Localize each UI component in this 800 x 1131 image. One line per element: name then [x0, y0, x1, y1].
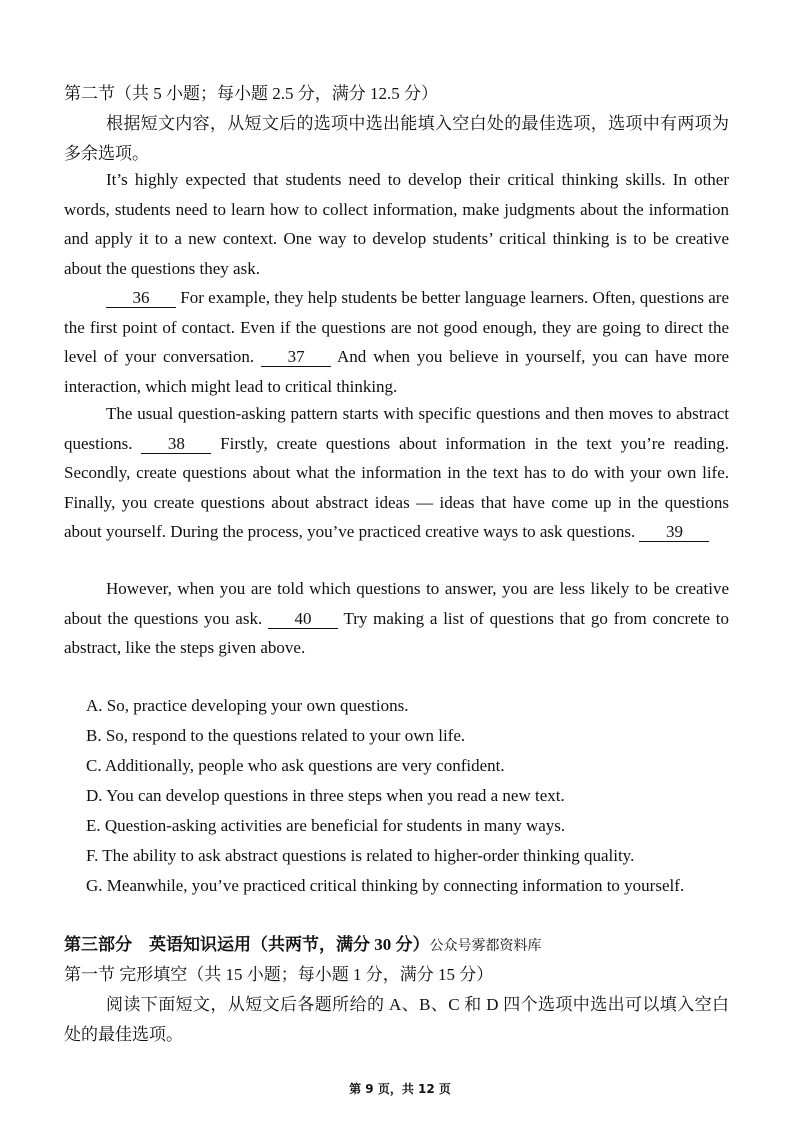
option-e: E. Question-asking activities are beneficial for students in many ways.: [86, 816, 566, 835]
passage-paragraph-4: [64, 574, 729, 663]
option-a: A. So, practice developing your own questions.: [86, 696, 409, 715]
passage-paragraph-3: [64, 399, 729, 547]
paragraph-text: And when you believe in yourself, you can have more interaction, which might lead to critical thinking.: [64, 347, 730, 396]
paragraph-text: For example, they help students be better language learners. Often, questions are the first point of contact. Even if the questions are not good enough, they are going to direct the level of your conversation.: [64, 288, 730, 366]
page-number: 第 9 页，共 12 页: [349, 1082, 451, 1096]
option-g: G. Meanwhile, you’ve practiced critical thinking by connecting information to yourself.: [86, 876, 685, 895]
paragraph-text: The usual question-asking pattern starts with specific questions and then moves to abstract questions.: [64, 404, 729, 453]
blank-36: 36: [106, 289, 176, 308]
section2-instruction: 根据短文内容，从短文后的选项中选出能填入空白处的最佳选项，选项中有两项为多余选项。: [64, 114, 729, 163]
option-f: F. The ability to ask abstract questions is related to higher-order thinking quality.: [86, 846, 635, 865]
blank-37: 37: [261, 348, 331, 367]
passage-paragraph-1: It’s highly expected that students need to develop their critical thinking skills. In other words, students need to learn how to collect information, make judgments about the information and apply it to a new context. One way to develop students’ critical thinking is to be creative about the questions they ask.: [64, 170, 729, 278]
part3-heading: 第三部分 英语知识运用（共两节，满分 30 分）: [64, 935, 430, 954]
paragraph-text: Firstly, create questions about information in the text you’re reading. Secondly, create questions about what the information in the text has to do with your own life. Finally, you create questions about abstract ideas — ideas that have come up in the questions about yourself. During the process, you’ve practiced creative ways to ask questions.: [64, 433, 729, 541]
part3-heading-line: [64, 930, 729, 962]
blank-38: 38: [141, 435, 211, 454]
passage-paragraph-2: [64, 283, 729, 401]
paragraph-text: However, when you are told which questions to answer, you are less likely to be creative about the questions you ask.: [64, 579, 729, 628]
part3-instruction: 阅读下面短文，从短文后各题所给的 A、B、C 和 D 四个选项中选出可以填入空白处的最佳选项。: [64, 995, 729, 1044]
option-b: B. So, respond to the questions related to your own life.: [86, 726, 466, 745]
blank-39: 39: [639, 523, 709, 542]
part3-section1-heading: 第一节 完形填空（共 15 小题；每小题 1 分，满分 15 分）: [64, 965, 494, 984]
section2-heading: 第二节（共 5 小题；每小题 2.5 分，满分 12.5 分）: [64, 84, 438, 103]
blank-40: 40: [268, 610, 338, 629]
option-c: C. Additionally, people who ask questions are very confident.: [86, 756, 505, 775]
watermark-text: 公众号雾都资料库: [429, 939, 542, 954]
option-d: D. You can develop questions in three steps when you read a new text.: [86, 786, 565, 805]
paragraph-text: Try making a list of questions that go from concrete to abstract, like the steps given above.: [64, 608, 730, 657]
